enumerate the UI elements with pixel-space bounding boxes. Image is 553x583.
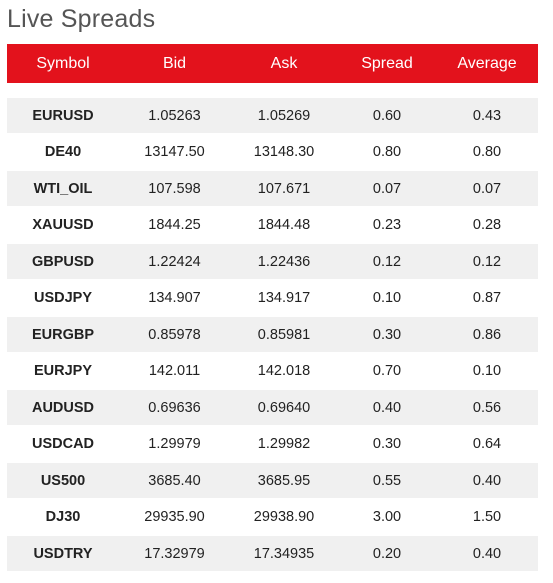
cell-symbol: DJ30 — [45, 509, 81, 525]
table-row — [7, 135, 538, 170]
cell-ask: 0.85981 — [257, 326, 311, 343]
table-row — [7, 281, 538, 316]
cell-bid: 0.85978 — [148, 326, 201, 343]
cell-spread: 0.70 — [372, 363, 402, 379]
cell-spread: 0.80 — [372, 144, 402, 160]
cell-ask: 0.69640 — [257, 399, 311, 416]
cell-ask: 1844.48 — [257, 217, 311, 233]
cell-symbol: WTI_OIL — [33, 180, 93, 197]
column-header-bid[interactable]: Bid — [162, 54, 187, 72]
cell-symbol: EURGBP — [31, 326, 95, 343]
cell-symbol: US500 — [40, 472, 86, 489]
cell-average: 0.40 — [472, 472, 502, 489]
cell-bid: 1844.25 — [148, 217, 201, 233]
table-row — [7, 354, 538, 389]
cell-symbol: EURUSD — [32, 107, 94, 124]
cell-bid: 3685.40 — [148, 472, 201, 489]
cell-average: 0.40 — [472, 545, 502, 562]
table-row — [7, 500, 538, 535]
table-row — [7, 427, 538, 462]
table-row — [7, 317, 538, 352]
cell-average: 0.07 — [472, 180, 502, 197]
cell-ask: 29938.90 — [253, 509, 315, 525]
cell-average: 0.28 — [472, 217, 502, 233]
cell-spread: 0.12 — [372, 253, 402, 270]
cell-spread: 0.55 — [372, 472, 402, 489]
cell-average: 1.50 — [472, 509, 502, 525]
cell-spread: 0.23 — [372, 217, 402, 233]
cell-ask: 17.34935 — [253, 545, 315, 562]
cell-ask: 13148.30 — [253, 144, 315, 160]
table-row — [7, 463, 538, 498]
table-row — [7, 390, 538, 425]
cell-ask: 1.29982 — [257, 436, 311, 452]
cell-spread: 0.07 — [372, 180, 402, 197]
table-row — [7, 171, 538, 206]
cell-ask: 134.917 — [257, 290, 311, 306]
table-row — [7, 208, 538, 243]
cell-spread: 0.10 — [372, 290, 402, 306]
cell-bid: 0.69636 — [148, 399, 201, 416]
cell-spread: 3.00 — [372, 509, 402, 525]
cell-symbol: USDTRY — [33, 545, 93, 562]
cell-symbol: XAUUSD — [32, 217, 94, 233]
cell-spread: 0.40 — [372, 399, 402, 416]
cell-bid: 1.29979 — [148, 436, 201, 452]
cell-ask: 107.671 — [257, 180, 311, 197]
cell-bid: 134.907 — [148, 290, 201, 306]
cell-symbol: DE40 — [44, 144, 82, 160]
cell-spread: 0.60 — [372, 107, 402, 124]
table-row — [7, 244, 538, 279]
cell-bid: 29935.90 — [144, 509, 205, 525]
cell-average: 0.56 — [472, 399, 502, 416]
cell-bid: 17.32979 — [144, 545, 205, 562]
cell-ask: 1.05269 — [257, 107, 311, 124]
cell-bid: 1.05263 — [148, 107, 201, 124]
cell-bid: 107.598 — [148, 180, 201, 197]
table-body — [7, 98, 538, 571]
column-header-ask[interactable]: Ask — [270, 54, 298, 72]
cell-average: 0.43 — [472, 107, 502, 124]
cell-bid: 13147.50 — [144, 144, 205, 160]
cell-spread: 0.30 — [372, 326, 402, 343]
cell-spread: 0.20 — [372, 545, 402, 562]
cell-symbol: USDJPY — [33, 290, 93, 306]
cell-bid: 142.011 — [148, 363, 201, 379]
table-row — [7, 98, 538, 133]
cell-spread: 0.30 — [372, 436, 402, 452]
header-spacer — [7, 83, 538, 98]
cell-symbol: USDCAD — [31, 436, 95, 452]
cell-average: 0.64 — [472, 436, 502, 452]
table-row — [7, 536, 538, 571]
column-header-symbol[interactable]: Symbol — [36, 54, 90, 72]
cell-average: 0.12 — [472, 253, 502, 270]
cell-average: 0.80 — [472, 144, 502, 160]
column-header-average[interactable]: Average — [457, 54, 517, 72]
page-title: Live Spreads — [7, 5, 156, 33]
cell-symbol: EURJPY — [33, 363, 93, 379]
cell-symbol: AUDUSD — [31, 399, 95, 416]
cell-ask: 1.22436 — [257, 253, 311, 270]
cell-bid: 1.22424 — [148, 253, 201, 270]
cell-ask: 142.018 — [257, 363, 311, 379]
column-header-spread[interactable]: Spread — [361, 54, 413, 72]
cell-average: 0.86 — [472, 326, 502, 343]
cell-symbol: GBPUSD — [31, 253, 95, 270]
cell-average: 0.10 — [472, 363, 502, 379]
cell-average: 0.87 — [472, 290, 502, 306]
spreads-table — [7, 44, 538, 573]
cell-ask: 3685.95 — [257, 472, 311, 489]
table-header-row — [7, 44, 538, 83]
